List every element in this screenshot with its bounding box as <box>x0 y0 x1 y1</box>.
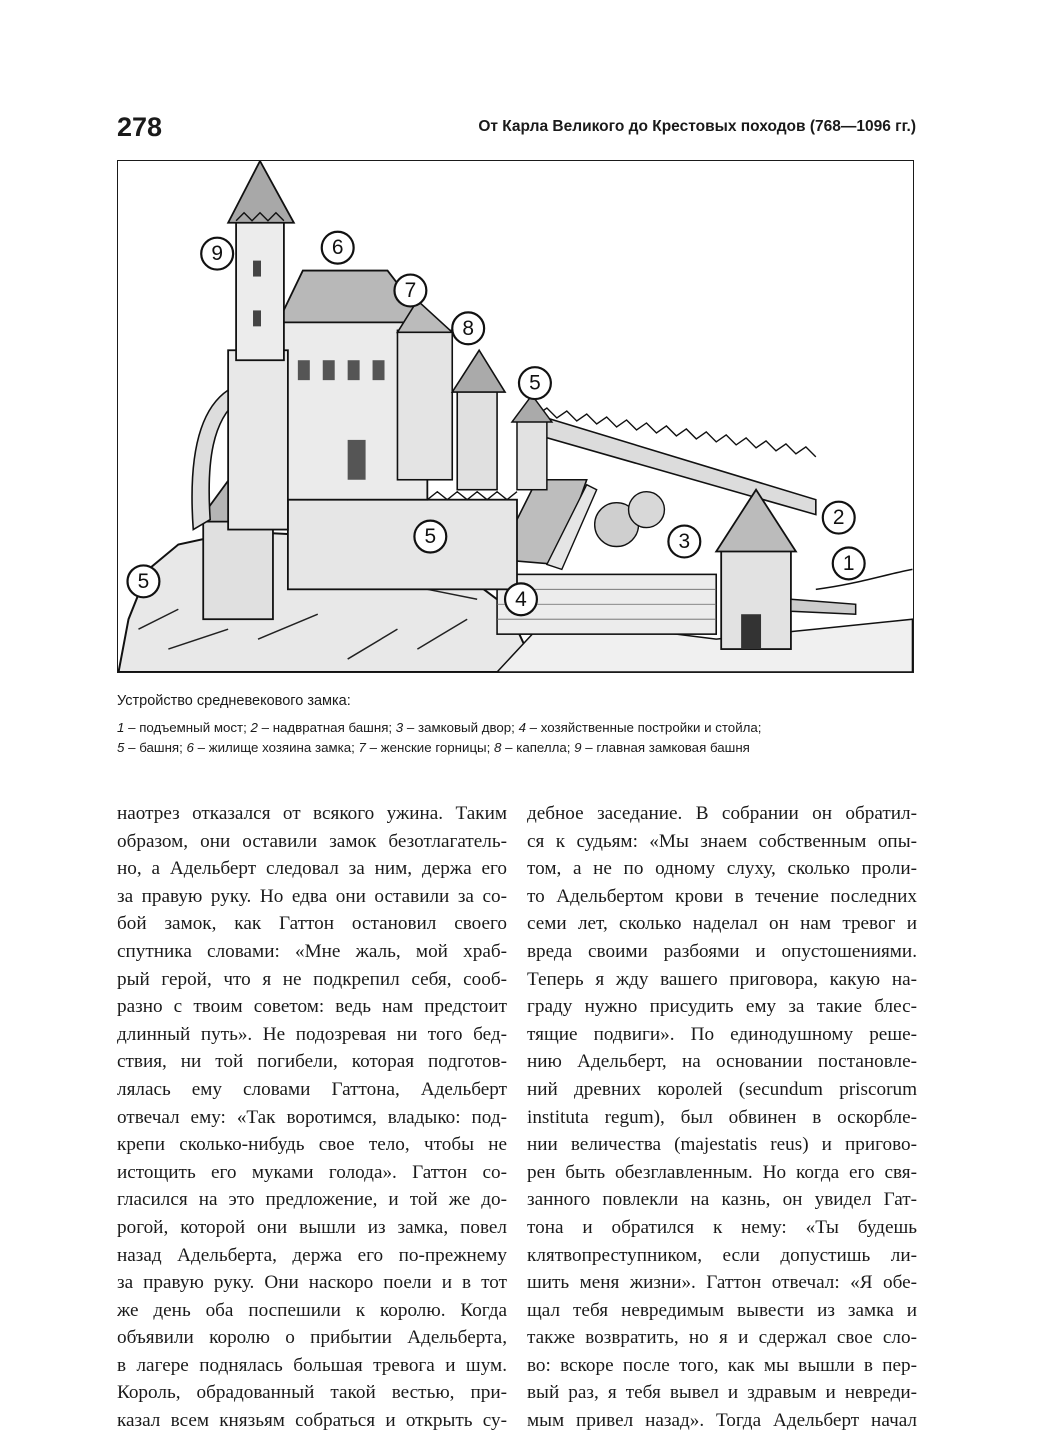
body-column-left <box>117 800 507 1435</box>
callout-8 <box>452 312 484 344</box>
text-line: истощить его муками голода». Гаттон со- <box>117 1161 507 1183</box>
svg-text:5: 5 <box>424 525 437 549</box>
text-line: спутника словами: «Мне жаль, мой храб- <box>117 940 507 962</box>
text-line: щал тебя невредимым вывести из замка и <box>527 1299 917 1321</box>
castle-drawing <box>118 161 913 672</box>
text-line: рогой, которой они вышли из замка, повел <box>117 1216 507 1238</box>
figure-caption-title: Устройство средневекового замка: <box>117 693 351 709</box>
body-column-right <box>527 800 917 1435</box>
svg-text:9: 9 <box>211 242 223 266</box>
svg-text:1: 1 <box>842 551 855 575</box>
text-line: лялась ему словами Гаттона, Адельберт <box>117 1078 507 1100</box>
callout-4 <box>505 583 537 615</box>
legend-text: – хозяйственные постройки и стойла; <box>525 720 762 735</box>
text-line: также возвратить, но я и сдержал свое сло- <box>527 1327 917 1349</box>
text-line: вый раз, я тебя вывел и здравым и невреди- <box>527 1382 917 1404</box>
text-line: разно с твоим советом: ведь нам предстоит <box>117 996 507 1018</box>
text-line: рый герой, что я не подкрепил себя, сооб- <box>117 968 507 990</box>
callout-1 <box>833 547 865 579</box>
text-line: за правую руку. Но едва они оставили за со- <box>117 885 507 907</box>
text-line: во: вскоре после того, как мы вышли в пер- <box>527 1354 917 1376</box>
svg-text:8: 8 <box>462 316 475 340</box>
text-line: Теперь я жду вашего приговора, какую на- <box>527 968 917 990</box>
text-line: назад Адельберта, держа его по-прежнему <box>117 1244 507 1266</box>
legend-text: – подъемный мост; <box>124 720 251 735</box>
text-line: instituta regum), был обвинен в оскорбле- <box>527 1106 917 1128</box>
text-line: ствия, ни той погибели, которая подготов- <box>117 1051 507 1073</box>
svg-text:2: 2 <box>832 506 845 530</box>
legend-num: 1 <box>117 720 125 735</box>
legend-text: – женские горницы; <box>365 740 495 755</box>
text-line: тящие подвиги». По единодушному реше- <box>527 1023 917 1045</box>
callout-6 <box>322 232 354 264</box>
callout-3 <box>668 526 700 558</box>
legend-text: – надвратная башня; <box>257 720 396 735</box>
svg-text:5: 5 <box>529 371 541 395</box>
text-line: то Адельбертом крови в течение последних <box>527 885 917 907</box>
text-line: в лагере поднялась большая тревога и шум. <box>117 1354 507 1376</box>
text-line: Король, обрадованный такой вестью, при- <box>117 1382 507 1404</box>
text-line: объявили королю о прибытии Адельберта, <box>117 1327 507 1349</box>
castle-illustration <box>117 160 914 673</box>
text-line: отвечал ему: «Так воротимся, владыко: под- <box>117 1106 507 1128</box>
text-line: семи лет, сколько наделал он нам тревог и <box>527 913 917 935</box>
legend-num: 9 <box>574 740 582 755</box>
text-line: мым привел назад». Тогда Адельберт начал <box>527 1410 917 1432</box>
callout-2 <box>823 502 855 534</box>
legend-num: 2 <box>250 720 258 735</box>
legend-num: 3 <box>395 720 404 735</box>
legend-num: 5 <box>117 740 125 755</box>
legend-num: 8 <box>494 740 502 755</box>
text-line: казал всем князьям собраться и открыть су- <box>117 1410 507 1432</box>
text-line: длинный путь». Не подозревая ни того бед- <box>117 1023 507 1045</box>
figure-legend-line-1 <box>117 720 761 735</box>
svg-text:3: 3 <box>678 530 691 554</box>
text-line: граду нужно присудить ему за такие блес- <box>527 996 917 1018</box>
legend-text: – замковый двор; <box>403 720 519 735</box>
text-line: нии величества (majestatis reus) и пригово- <box>527 1134 917 1156</box>
legend-num: 7 <box>358 740 366 755</box>
text-line: же день оба поспешили к королю. Когда <box>117 1299 507 1321</box>
text-line: наотрез отказался от всякого ужина. Таким <box>117 803 507 824</box>
callout-5-left <box>128 565 160 597</box>
text-line: ся к судьям: «Мы знаем собственным опы- <box>527 830 917 852</box>
text-line: нию Адельберт, на основании постановле- <box>527 1051 917 1073</box>
callout-9 <box>201 238 233 270</box>
callout-5-top <box>519 367 551 399</box>
svg-text:5: 5 <box>137 569 150 593</box>
text-line: за правую руку. Они наскоро поели и в тот <box>117 1272 507 1294</box>
text-line: клятвопреступником, если допустишь ли- <box>527 1244 917 1266</box>
running-title: От Карла Великого до Крестовых походов (768—1096 гг.) <box>478 118 916 135</box>
text-line: дебное заседание. В собрании он обратил- <box>527 803 917 824</box>
legend-num: 6 <box>186 740 194 755</box>
text-line: том, а не по одному слуху, сколько проли- <box>527 858 917 880</box>
svg-text:6: 6 <box>331 236 344 260</box>
callout-5-middle <box>414 521 446 553</box>
text-line: образом, они оставили замок безотлагатель- <box>117 830 507 852</box>
page-number: 278 <box>117 112 163 142</box>
legend-text: – главная замковая башня <box>581 740 750 755</box>
legend-text: – капелла; <box>501 740 575 755</box>
svg-text:7: 7 <box>404 278 417 302</box>
text-line: ний древних королей (secundum priscorum <box>527 1078 917 1100</box>
text-line: вреда своими разбоями и опустошениями. <box>527 940 917 962</box>
text-line: тона и обратился к нему: «Ты будешь <box>527 1216 917 1238</box>
text-line: занного повлекли на казнь, он увидел Гат- <box>527 1189 917 1211</box>
svg-text:4: 4 <box>515 587 527 611</box>
figure-legend-line-2 <box>117 740 750 755</box>
text-line: гласился на это предложение, и той же до- <box>117 1189 507 1211</box>
text-line: бой замок, как Гаттон остановил своего <box>117 913 507 935</box>
text-line: шить меня жизни». Гаттон отвечал: «Я обе- <box>527 1272 917 1294</box>
text-line: но, а Адельберт следовал за ним, держа его <box>117 858 507 880</box>
legend-text: – башня; <box>124 740 187 755</box>
text-line: крепи сколько-нибудь свое тело, чтобы не <box>117 1134 507 1156</box>
callout-7 <box>394 275 426 307</box>
legend-num: 4 <box>518 720 526 735</box>
legend-text: – жилище хозяина замка; <box>193 740 359 755</box>
text-line: рен быть обезглавленным. Но когда его свя- <box>527 1161 917 1183</box>
